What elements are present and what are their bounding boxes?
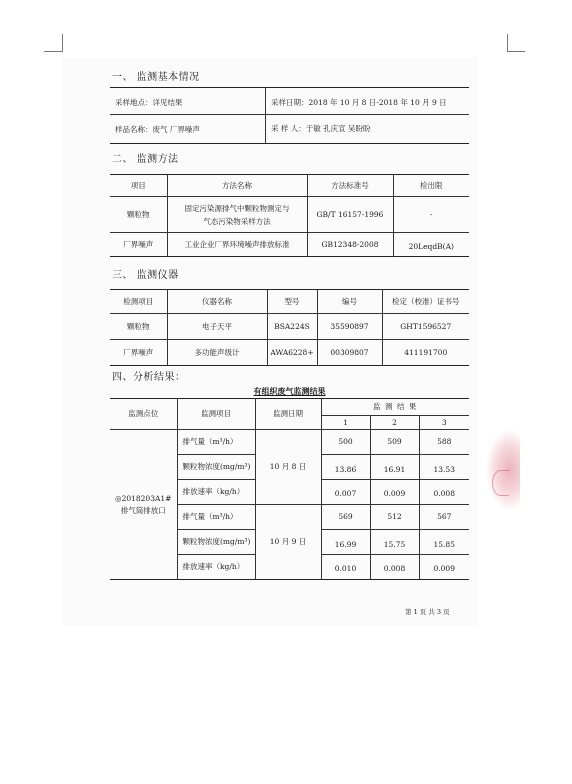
result-value: 509 <box>370 430 419 455</box>
instrument-model: AWA6228+ <box>267 340 317 366</box>
seal-stamp-ring-icon <box>492 470 509 496</box>
method-item: 颗粒物 <box>127 209 150 219</box>
result-date: 10 月 9 日 <box>255 505 321 580</box>
sample-name-value: 废气 厂界噪声 <box>152 125 200 134</box>
table-row <box>110 430 469 455</box>
instruments-table <box>110 289 469 366</box>
result-value: 13.86 <box>321 455 370 480</box>
result-date: 10 月 8 日 <box>255 430 321 505</box>
result-value: 588 <box>419 430 469 455</box>
sampler-label: 采 样 人： <box>271 124 306 133</box>
method-limit: - <box>393 197 469 233</box>
monitoring-point-id: ◎2018203A1# <box>115 493 172 503</box>
table-row <box>110 197 469 233</box>
result-value: 0.008 <box>370 555 419 580</box>
result-value: 16.91 <box>370 455 419 480</box>
methods-header-limit: 检出限 <box>393 175 469 197</box>
result-item: 排气量（m³/h） <box>177 430 255 455</box>
instrument-cert: GHT1596527 <box>382 314 469 340</box>
instrument-name: 电子天平 <box>167 314 267 340</box>
page-number: 第 1 页 共 3 页 <box>405 608 450 616</box>
method-name-line: 气态污染物采样方法 <box>203 216 271 226</box>
sampling-date-label: 采样日期： <box>271 98 309 107</box>
result-value: 0.009 <box>370 480 419 505</box>
result-value: 0.010 <box>321 555 370 580</box>
instrument-number: 00309807 <box>317 340 382 366</box>
result-item: 排放速率（kg/h） <box>177 555 255 580</box>
monitoring-point-desc: 排气筒排放口 <box>120 505 166 515</box>
sample-name-label: 样品名称： <box>115 125 153 134</box>
section-title-results: 四、分析结果： <box>112 372 186 383</box>
result-item: 颗粒物浓度(mg/m³) <box>177 530 255 555</box>
methods-header-standard: 方法标准号 <box>307 175 393 197</box>
results-table-title: 有组织废气监测结果 <box>253 386 326 396</box>
instrument-item: 颗粒物 <box>127 321 150 331</box>
results-header-results: 监 测 结 果 <box>321 399 469 416</box>
result-item: 排放速率（kg/h） <box>177 480 255 505</box>
result-value: 16.99 <box>321 530 370 555</box>
results-col-2: 2 <box>370 416 419 430</box>
instrument-name: 多功能声级计 <box>167 340 267 366</box>
crop-mark <box>44 51 62 52</box>
section-title-methods: 二、 监测方法 <box>112 154 179 165</box>
result-value: 0.007 <box>321 480 370 505</box>
monitoring-point <box>110 430 177 580</box>
result-value: 15.75 <box>370 530 419 555</box>
method-name-line: 固定污染源排气中颗粒物测定与 <box>184 203 290 213</box>
table-row <box>110 340 469 366</box>
results-header-point: 监测点位 <box>110 399 177 430</box>
instrument-cert: 411191700 <box>382 340 469 366</box>
methods-header-item: 项目 <box>130 180 146 190</box>
methods-header-method: 方法名称 <box>167 175 307 197</box>
results-table <box>110 398 469 580</box>
instruments-header-cert: 检定（校准）证书号 <box>382 290 469 314</box>
result-value: 0.008 <box>419 480 469 505</box>
result-value: 15.85 <box>419 530 469 555</box>
method-limit: 20LeqdB(A) <box>393 233 469 257</box>
section-title-instruments: 三、 监测仪器 <box>112 270 179 281</box>
method-standard: GB12348-2008 <box>307 233 393 257</box>
basic-info-table <box>110 87 469 144</box>
sampling-place-label: 采样地点： <box>115 98 153 107</box>
method-standard: GB/T 16157-1996 <box>307 197 393 233</box>
result-value: 512 <box>370 505 419 530</box>
crop-mark <box>507 34 508 52</box>
result-value: 567 <box>419 505 469 530</box>
result-item: 排气量（m³/h） <box>177 505 255 530</box>
table-row <box>110 314 469 340</box>
result-value: 500 <box>321 430 370 455</box>
instruments-header-item: 检测项目 <box>123 296 154 306</box>
sampler-value: 于敏 孔庆宣 吴盼盼 <box>305 124 371 133</box>
sampling-date-value: 2018 年 10 月 8 日-2018 年 10 月 9 日 <box>308 98 447 107</box>
instruments-header-model: 型号 <box>267 290 317 314</box>
result-value: 569 <box>321 505 370 530</box>
instrument-model: BSA224S <box>267 314 317 340</box>
crop-mark <box>62 34 63 52</box>
method-item: 厂界噪声 <box>123 239 154 249</box>
table-row <box>110 233 469 257</box>
sampling-place-value: 详见结果 <box>152 98 183 107</box>
result-item: 颗粒物浓度(mg/m³) <box>177 455 255 480</box>
results-header-item: 监测项目 <box>177 399 255 430</box>
instruments-header-number: 编号 <box>317 290 382 314</box>
result-value: 0.009 <box>419 555 469 580</box>
result-value: 13.53 <box>419 455 469 480</box>
crop-mark <box>507 51 525 52</box>
results-col-1: 1 <box>321 416 370 430</box>
results-header-date: 监测日期 <box>255 399 321 430</box>
methods-table <box>110 174 469 257</box>
instrument-number: 35590897 <box>317 314 382 340</box>
instruments-header-name: 仪器名称 <box>167 290 267 314</box>
method-name: 工业企业厂界环境噪声排放标准 <box>167 233 307 257</box>
instrument-item: 厂界噪声 <box>123 347 154 357</box>
section-title-basic-info: 一、 监测基本情况 <box>112 72 200 83</box>
results-col-3: 3 <box>419 416 469 430</box>
